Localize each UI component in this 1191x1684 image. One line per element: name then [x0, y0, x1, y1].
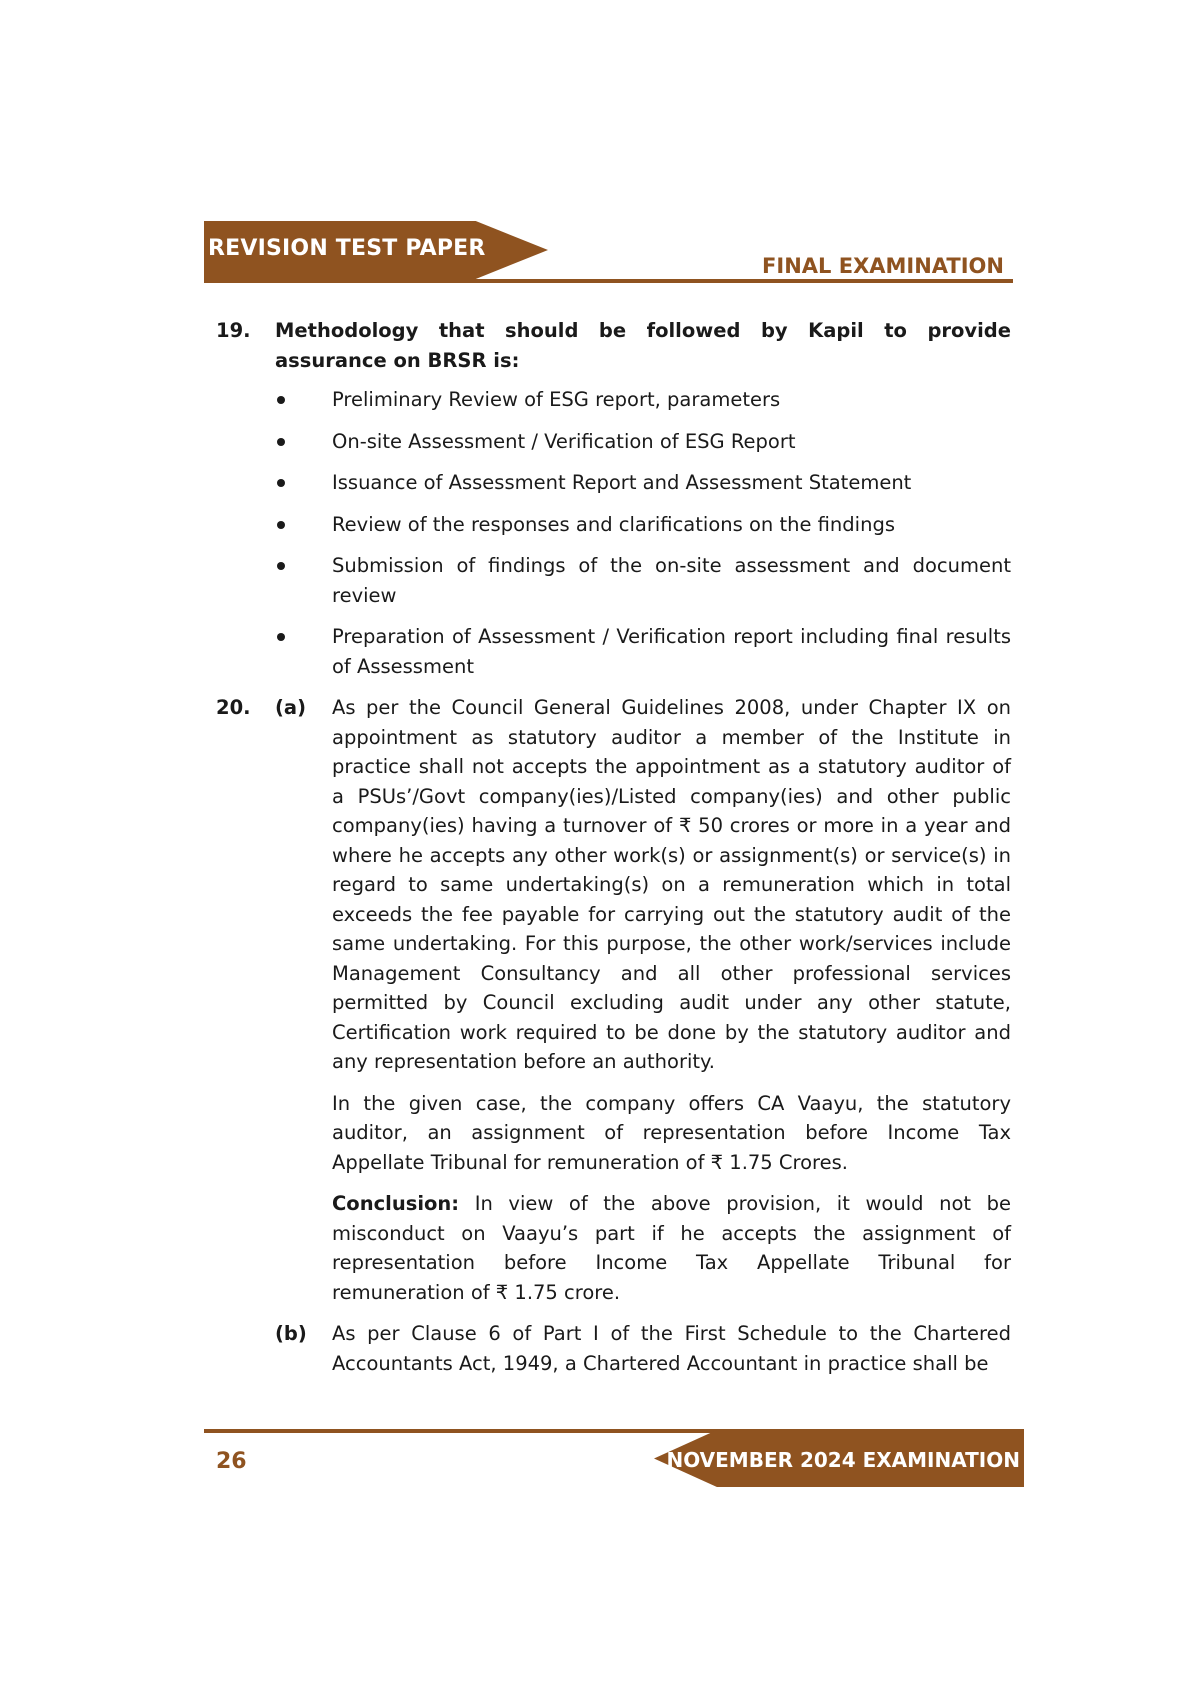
part-label: (b) [275, 1322, 307, 1345]
part-label: (a) [275, 696, 306, 719]
bullet-icon [277, 521, 285, 529]
methodology-list [275, 385, 1011, 681]
bullet-icon [277, 479, 285, 487]
bullet-icon [277, 396, 285, 404]
header-divider [204, 279, 1013, 283]
paragraph-clause-6: As per Clause 6 of Part I of the First Schedule to the Chartered Accountants Act, 1949, a Chartered Accountant in practice shall be [332, 1322, 1011, 1375]
paragraph-given-case: In the given case, the company offers CA Vaayu, the statutory auditor, an assignment of representation before Income Tax Appellate Tribunal for remuneration of ₹ 1.75 Crores. [332, 1091, 1011, 1174]
footer-exam-label: NOVEMBER 2024 EXAMINATION [666, 1448, 1020, 1472]
header-banner-title: REVISION TEST PAPER [208, 236, 486, 261]
bullet-icon [277, 438, 285, 446]
bullet-icon [277, 562, 285, 570]
list-item: Issuance of Assessment Report and Assessment Statement [275, 468, 1011, 498]
answer-part-a [275, 693, 1011, 1307]
answer-part-b [275, 1319, 1011, 1378]
conclusion-label: Conclusion: [332, 1192, 460, 1215]
question-number: 20. [216, 696, 251, 719]
question-number: 19. [216, 319, 251, 342]
conclusion-text: In view of the above provision, it would not be misconduct on Vaayu’s part if he accepts the assignment of representation before Income Tax Appellate Tribunal for remuneration of ₹ 1.75 crore. [332, 1192, 1011, 1304]
paragraph-conclusion [332, 1189, 1011, 1307]
page-number: 26 [216, 1449, 247, 1474]
list-item: Preparation of Assessment / Verification report including final results of Assessment [275, 622, 1011, 681]
header-exam-title: FINAL EXAMINATION [762, 254, 1004, 278]
list-item: Submission of findings of the on-site assessment and document review [275, 551, 1011, 610]
list-item: Preliminary Review of ESG report, parameters [275, 385, 1011, 415]
question-19 [216, 316, 1011, 681]
list-item: On-site Assessment / Verification of ESG Report [275, 427, 1011, 457]
paragraph-guidelines: As per the Council General Guidelines 2008, under Chapter IX on appointment as statutory auditor a member of the Institute in practice shall not accepts the appointment as a statutory auditor of a PSUs’/Govt company(ies)/Listed company(ies) and other public company(ies) having a turnover of ₹ 50 crores or more in a year and where he accepts any other work(s) or assignment(s) or service(s) in regard to same undertaking(s) on a remuneration which in total exceeds the fee payable for carrying out the statutory audit of the same undertaking. For this purpose, the other work/services include Management Consultancy and all other professional services permitted by Council excluding audit under any other statute, Certification work required to be done by the statutory auditor and any representation before an authority. [332, 696, 1011, 1073]
bullet-icon [277, 633, 285, 641]
question-20 [216, 693, 1011, 1378]
question-title: Methodology that should be followed by Kapil to provide assurance on BRSR is: [275, 319, 1011, 372]
list-item: Review of the responses and clarifications on the findings [275, 510, 1011, 540]
page-content [216, 316, 1011, 1390]
